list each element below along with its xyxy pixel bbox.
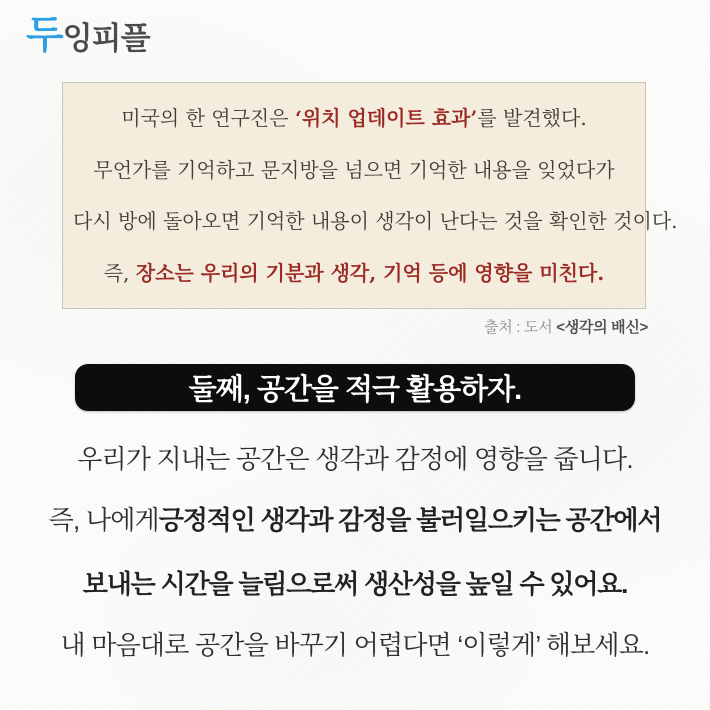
quote-line-1-text: 미국의 한 연구진은: [121, 106, 295, 130]
section-title-badge: [75, 364, 635, 411]
source-attribution: [484, 316, 648, 337]
section-title-text: 둘째, 공간을 적극 활용하자.: [188, 374, 522, 406]
quote-line-4-lead: 즉,: [103, 260, 136, 285]
source-book-title: <생각의 배신>: [556, 319, 648, 336]
quote-line-1-tail: 를 발견했다.: [477, 106, 587, 130]
brand-logo: [26, 16, 150, 55]
quote-line-1: [73, 106, 635, 131]
quote-box: [62, 82, 678, 309]
quote-line-2: 무언가를 기억하고 문지방을 넘으면 기억한 내용을 잊었다가: [93, 157, 615, 182]
body-line-3: 보내는 시간을 늘림으로써 생산성을 높일 수 있어요.: [82, 568, 628, 599]
quote-line-4: [73, 261, 635, 286]
brand-logo-blue-char: 두: [26, 14, 63, 57]
source-label: 출처 : 도서: [484, 319, 557, 336]
body-line-2-lead: 즉, 나에게: [48, 504, 159, 535]
quote-line-3: 다시 방에 돌아오면 기억한 내용이 생각이 난다는 것을 확인한 것이다.: [73, 209, 678, 234]
body-line-2-bold: 긍정적인 생각과 감정을 불러일으키는 공간에서: [158, 504, 662, 535]
body-line-4: 내 마음대로 공간을 바꾸기 어렵다면 ‘이렇게’ 해보세요.: [60, 629, 650, 660]
brand-logo-dark-chars: 잉피플: [62, 21, 150, 56]
quote-conclusion-red: 장소는 우리의 기분과 생각, 기억 등에 영향을 미친다.: [135, 260, 605, 285]
body-line-1: 우리가 지내는 공간은 생각과 감정에 영향을 줍니다.: [77, 443, 633, 474]
body-line-2: [0, 500, 710, 536]
quote-highlight-red: ‘위치 업데이트 효과’: [294, 106, 478, 130]
